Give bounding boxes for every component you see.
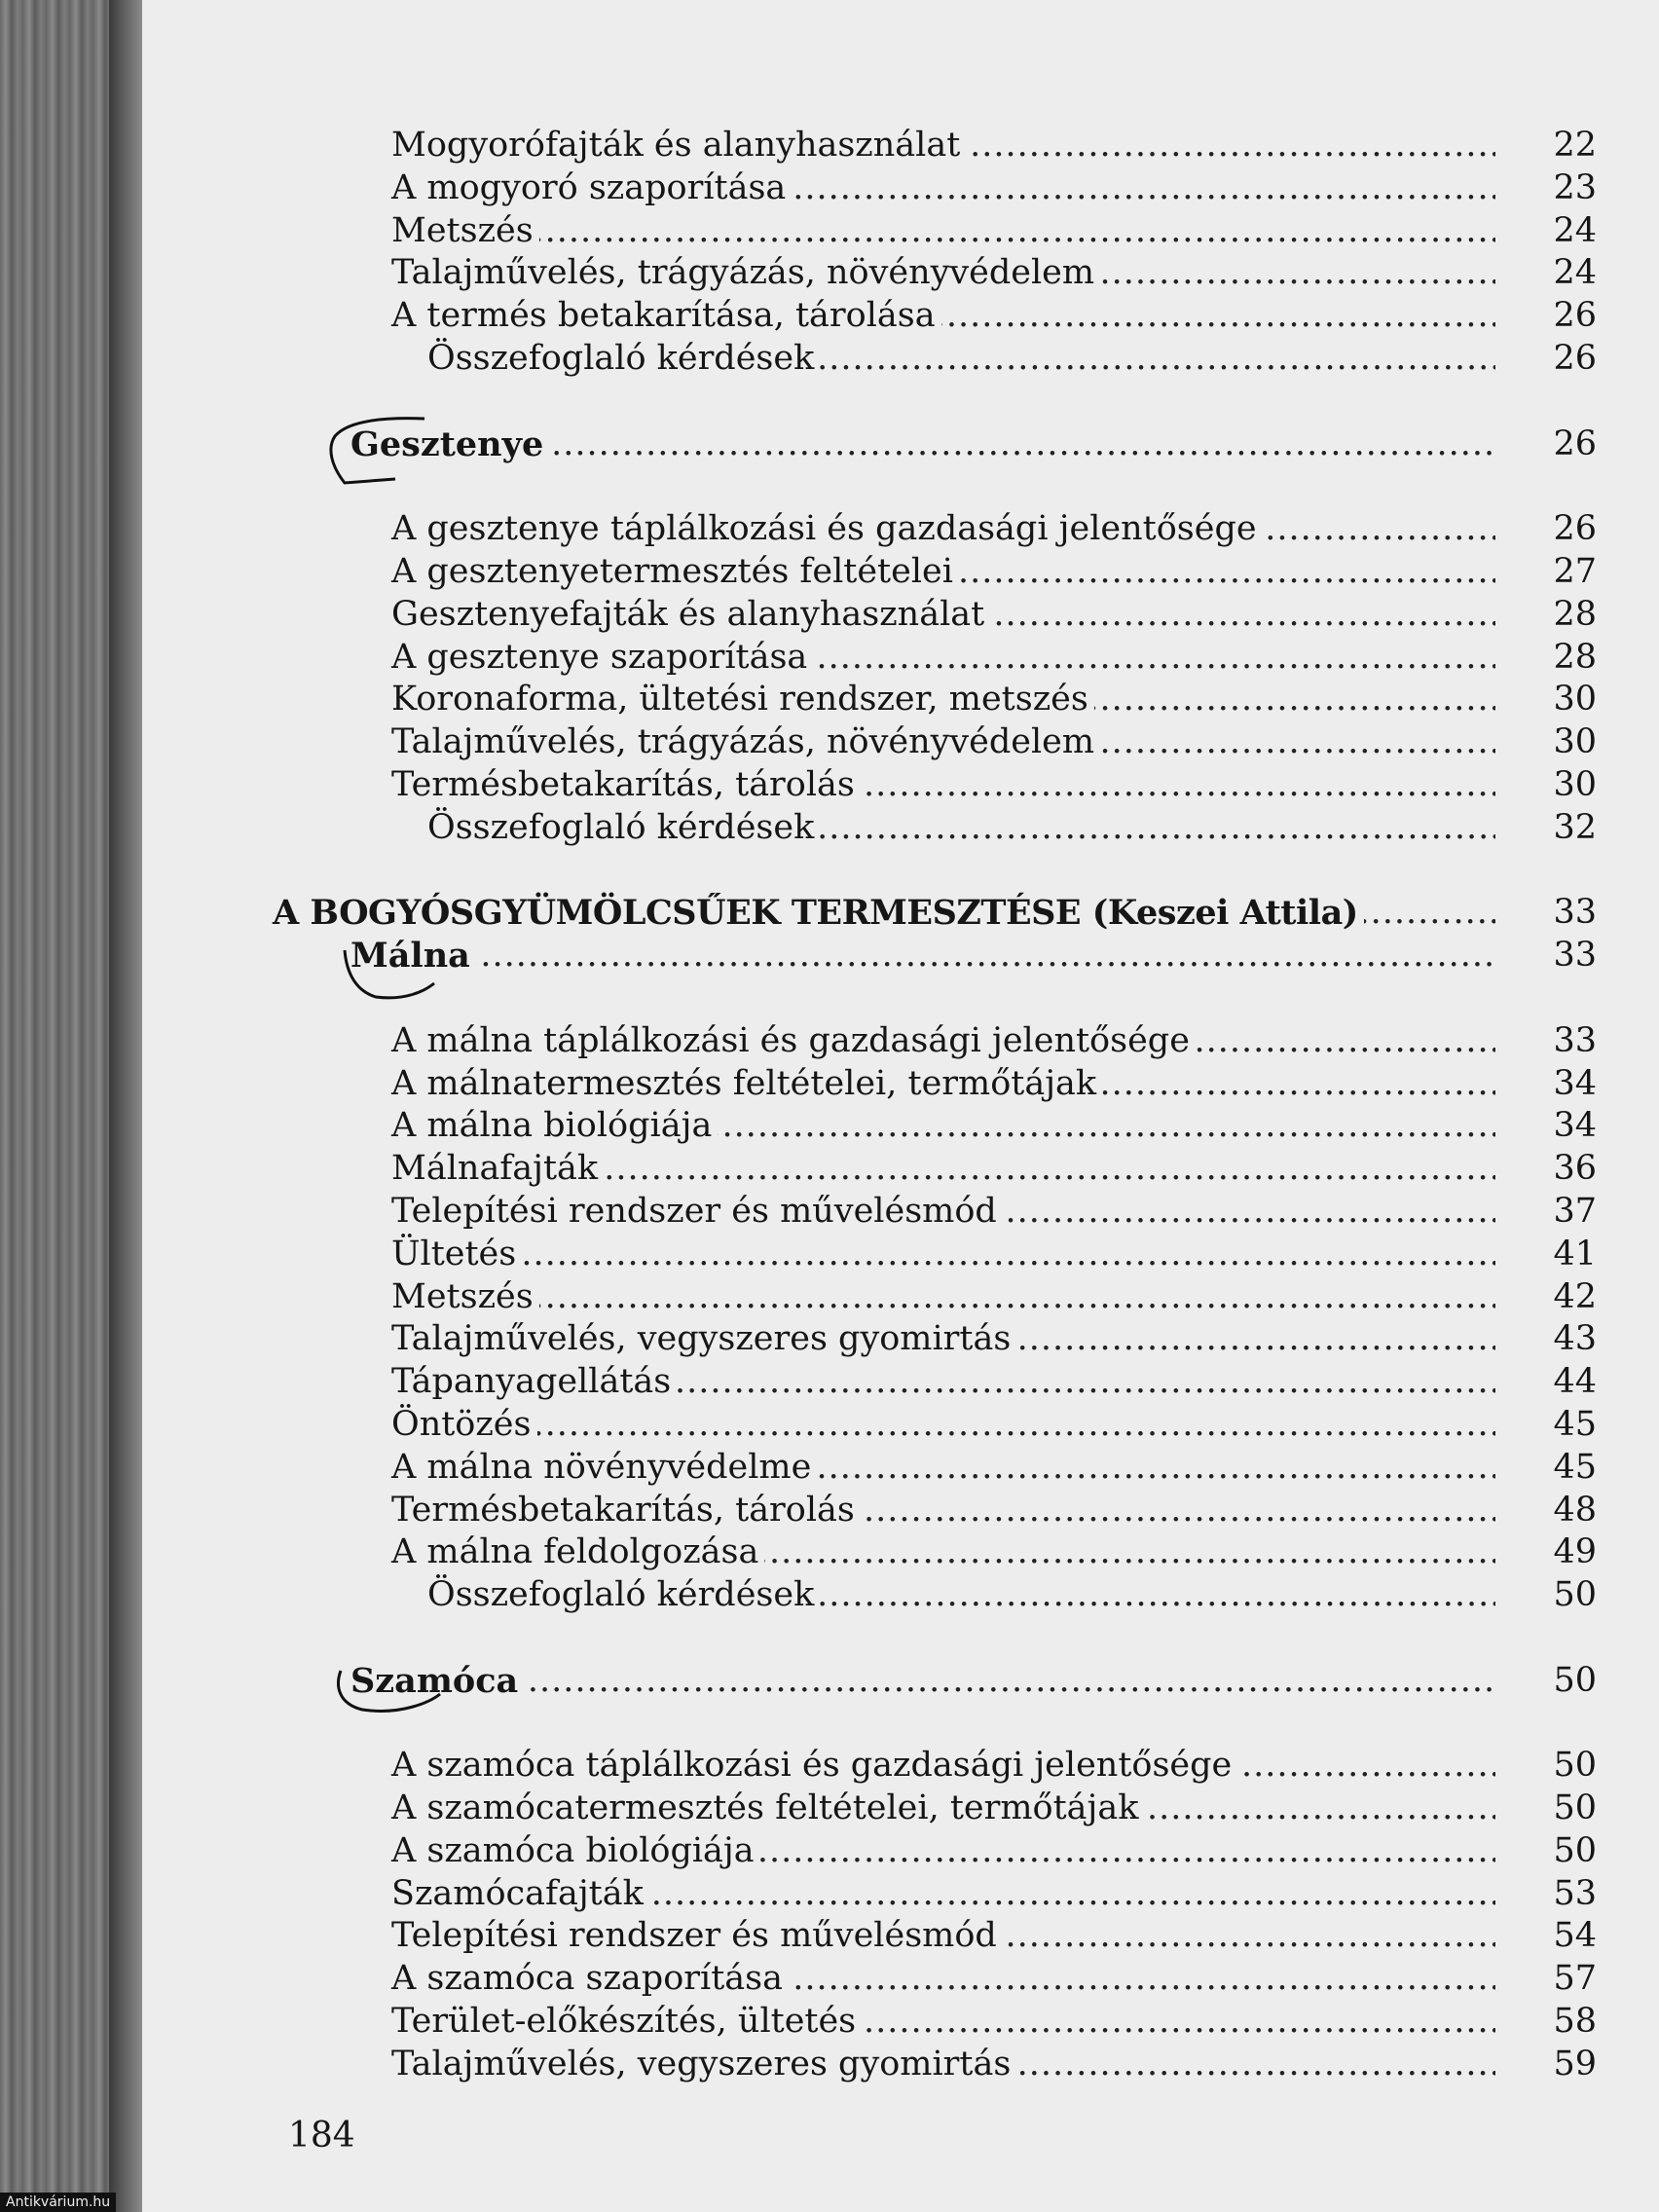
toc-entry: [142, 1063, 1659, 1106]
toc-entry: [142, 2044, 1659, 2086]
toc-page-number: 22: [1519, 125, 1597, 167]
toc-entry: [142, 1447, 1659, 1490]
toc-page-number: 32: [1519, 807, 1597, 850]
toc-page-number: 36: [1519, 1148, 1597, 1191]
toc-page-number: 50: [1519, 1660, 1597, 1703]
toc-entry: [142, 1745, 1659, 1788]
toc-leader-dots: [350, 935, 1495, 977]
toc-entry: [142, 594, 1659, 637]
toc-entry-title: A gesztenye szaporítása: [391, 637, 813, 680]
table-of-contents: [142, 125, 1659, 2086]
toc-page-number: 30: [1519, 721, 1597, 764]
toc-leader-dots: [391, 1404, 1495, 1447]
toc-entry-title: Termésbetakarítás, tárolás: [391, 764, 861, 807]
toc-entry: [142, 1361, 1659, 1404]
toc-entry-title: Metszés: [391, 1276, 539, 1319]
toc-spacer: [142, 1702, 1659, 1745]
toc-entry: [142, 1873, 1659, 1916]
toc-entry-title: Telepítési rendszer és művelésmód: [391, 1191, 1003, 1234]
toc-chapter-title: A BOGYÓSGYÜMÖLCSŰEK TERMESZTÉSE (Keszei Attila): [273, 892, 1364, 935]
toc-entry: [142, 295, 1659, 338]
toc-entry-title: Mogyorófajták és alanyhasználat: [391, 125, 966, 167]
toc-page-number: 37: [1519, 1191, 1597, 1234]
toc-entry-title: Telepítési rendszer és művelésmód: [391, 1915, 1003, 1958]
toc-page-number: 50: [1519, 1574, 1597, 1617]
toc-entry-title: Koronaforma, ültetési rendszer, metszés: [391, 679, 1094, 721]
toc-page-number: 33: [1519, 935, 1597, 977]
toc-page-number: 42: [1519, 1276, 1597, 1319]
toc-entry-title: A szamócatermesztés feltételei, termőtájak: [391, 1788, 1144, 1830]
toc-page-number: 28: [1519, 637, 1597, 680]
toc-entry-title: Metszés: [391, 210, 539, 253]
toc-page-number: 23: [1519, 167, 1597, 210]
toc-page-number: 45: [1519, 1404, 1597, 1447]
toc-page-number: 26: [1519, 424, 1597, 466]
toc-entry-title: Termésbetakarítás, tárolás: [391, 1490, 861, 1532]
toc-entry: [142, 424, 1659, 466]
toc-entry-title: A termés betakarítása, tárolása: [391, 295, 941, 338]
toc-entry: [142, 1958, 1659, 2001]
watermark-label: Antikvárium.hu: [0, 2193, 116, 2212]
toc-entry-title: A málna táplálkozási és gazdasági jelentősége: [391, 1020, 1196, 1063]
page-number: 184: [288, 2116, 355, 2156]
toc-page-number: 33: [1519, 1020, 1597, 1063]
toc-page-number: 28: [1519, 594, 1597, 637]
toc-entry: [142, 1660, 1659, 1703]
toc-page-number: 44: [1519, 1361, 1597, 1404]
toc-entry: [142, 1318, 1659, 1361]
toc-leader-dots: [391, 210, 1495, 253]
toc-page-number: 45: [1519, 1447, 1597, 1490]
toc-entry-title: A szamóca táplálkozási és gazdasági jelentősége: [391, 1745, 1237, 1788]
toc-entry-title: Málnafajták: [391, 1148, 604, 1191]
toc-entry-title: Talajművelés, trágyázás, növényvédelem: [391, 252, 1100, 295]
toc-entry-title: Összefoglaló kérdések: [427, 338, 820, 381]
toc-entry: [142, 210, 1659, 253]
toc-entry: [142, 637, 1659, 680]
book-page: [142, 0, 1659, 2212]
toc-entry: [142, 551, 1659, 594]
toc-entry: [142, 252, 1659, 295]
toc-page-number: 24: [1519, 252, 1597, 295]
toc-entry: [142, 679, 1659, 721]
toc-entry-title: A gesztenye táplálkozási és gazdasági jelentősége: [391, 508, 1263, 551]
toc-page-number: 33: [1519, 892, 1597, 935]
toc-section-title: Málna: [350, 935, 476, 977]
toc-entry: [142, 1788, 1659, 1830]
toc-entry: [142, 1531, 1659, 1574]
toc-entry: [142, 1105, 1659, 1148]
toc-entry-title: A málna feldolgozása: [391, 1531, 764, 1574]
toc-entry-title: A málna biológiája: [391, 1105, 718, 1148]
toc-entry-title: Összefoglaló kérdések: [427, 807, 820, 850]
toc-entry: [142, 2001, 1659, 2044]
toc-spacer: [142, 465, 1659, 508]
toc-page-number: 50: [1519, 1788, 1597, 1830]
toc-entry: [142, 167, 1659, 210]
toc-page-number: 41: [1519, 1234, 1597, 1276]
toc-page-number: 30: [1519, 679, 1597, 721]
toc-page-number: 26: [1519, 338, 1597, 381]
toc-spacer: [142, 977, 1659, 1020]
toc-entry-title: Talajművelés, trágyázás, növényvédelem: [391, 721, 1100, 764]
toc-entry-title: Talajművelés, vegyszeres gyomirtás: [391, 2044, 1016, 2086]
toc-entry-title: A szamóca biológiája: [391, 1830, 760, 1873]
toc-page-number: 50: [1519, 1745, 1597, 1788]
toc-leader-dots: [391, 1234, 1495, 1276]
toc-entry: [142, 1234, 1659, 1276]
toc-entry: [142, 935, 1659, 977]
toc-entry-title: Összefoglaló kérdések: [427, 1574, 820, 1617]
toc-leader-dots: [391, 1276, 1495, 1319]
toc-entry: [142, 125, 1659, 167]
toc-page-number: 48: [1519, 1490, 1597, 1532]
toc-entry: [142, 764, 1659, 807]
toc-entry-title: A gesztenyetermesztés feltételei: [391, 551, 959, 594]
toc-entry: [142, 1191, 1659, 1234]
toc-entry: [142, 721, 1659, 764]
toc-entry-title: Gesztenyefajták és alanyhasználat: [391, 594, 990, 637]
toc-entry: [142, 1276, 1659, 1319]
toc-entry-title: Öntözés: [391, 1404, 537, 1447]
toc-page-number: 53: [1519, 1873, 1597, 1916]
toc-page-number: 59: [1519, 2044, 1597, 2086]
toc-entry: [142, 892, 1659, 935]
toc-section-title: Gesztenye: [350, 424, 549, 466]
toc-page-number: 50: [1519, 1830, 1597, 1873]
toc-spacer: [142, 381, 1659, 424]
toc-section-title: Szamóca: [350, 1660, 524, 1703]
toc-entry-title: A szamóca szaporítása: [391, 1958, 789, 2001]
toc-entry: [142, 1404, 1659, 1447]
toc-page-number: 24: [1519, 210, 1597, 253]
toc-entry: [142, 807, 1659, 850]
toc-entry: [142, 1148, 1659, 1191]
toc-page-number: 34: [1519, 1063, 1597, 1106]
toc-page-number: 58: [1519, 2001, 1597, 2044]
toc-entry-title: Terület-előkészítés, ültetés: [391, 2001, 862, 2044]
toc-page-number: 30: [1519, 764, 1597, 807]
toc-entry-title: Szamócafajták: [391, 1873, 649, 1916]
toc-spacer: [142, 1617, 1659, 1660]
toc-page-number: 26: [1519, 295, 1597, 338]
toc-page-number: 27: [1519, 551, 1597, 594]
toc-page-number: 49: [1519, 1531, 1597, 1574]
toc-entry: [142, 1020, 1659, 1063]
toc-entry: [142, 1915, 1659, 1958]
toc-page-number: 54: [1519, 1915, 1597, 1958]
toc-page-number: 26: [1519, 508, 1597, 551]
toc-entry: [142, 1490, 1659, 1532]
toc-entry: [142, 1574, 1659, 1617]
toc-entry-title: A málna növényvédelme: [391, 1447, 817, 1490]
toc-entry-title: A mogyoró szaporítása: [391, 167, 792, 210]
toc-page-number: 57: [1519, 1958, 1597, 2001]
toc-entry-title: Talajművelés, vegyszeres gyomirtás: [391, 1318, 1016, 1361]
toc-entry: [142, 338, 1659, 381]
toc-entry: [142, 1830, 1659, 1873]
toc-spacer: [142, 850, 1659, 893]
toc-entry-title: Tápanyagellátás: [391, 1361, 677, 1404]
toc-entry-title: Ültetés: [391, 1234, 522, 1276]
toc-entry-title: A málnatermesztés feltételei, termőtájak: [391, 1063, 1102, 1106]
toc-entry: [142, 508, 1659, 551]
toc-page-number: 43: [1519, 1318, 1597, 1361]
toc-page-number: 34: [1519, 1105, 1597, 1148]
